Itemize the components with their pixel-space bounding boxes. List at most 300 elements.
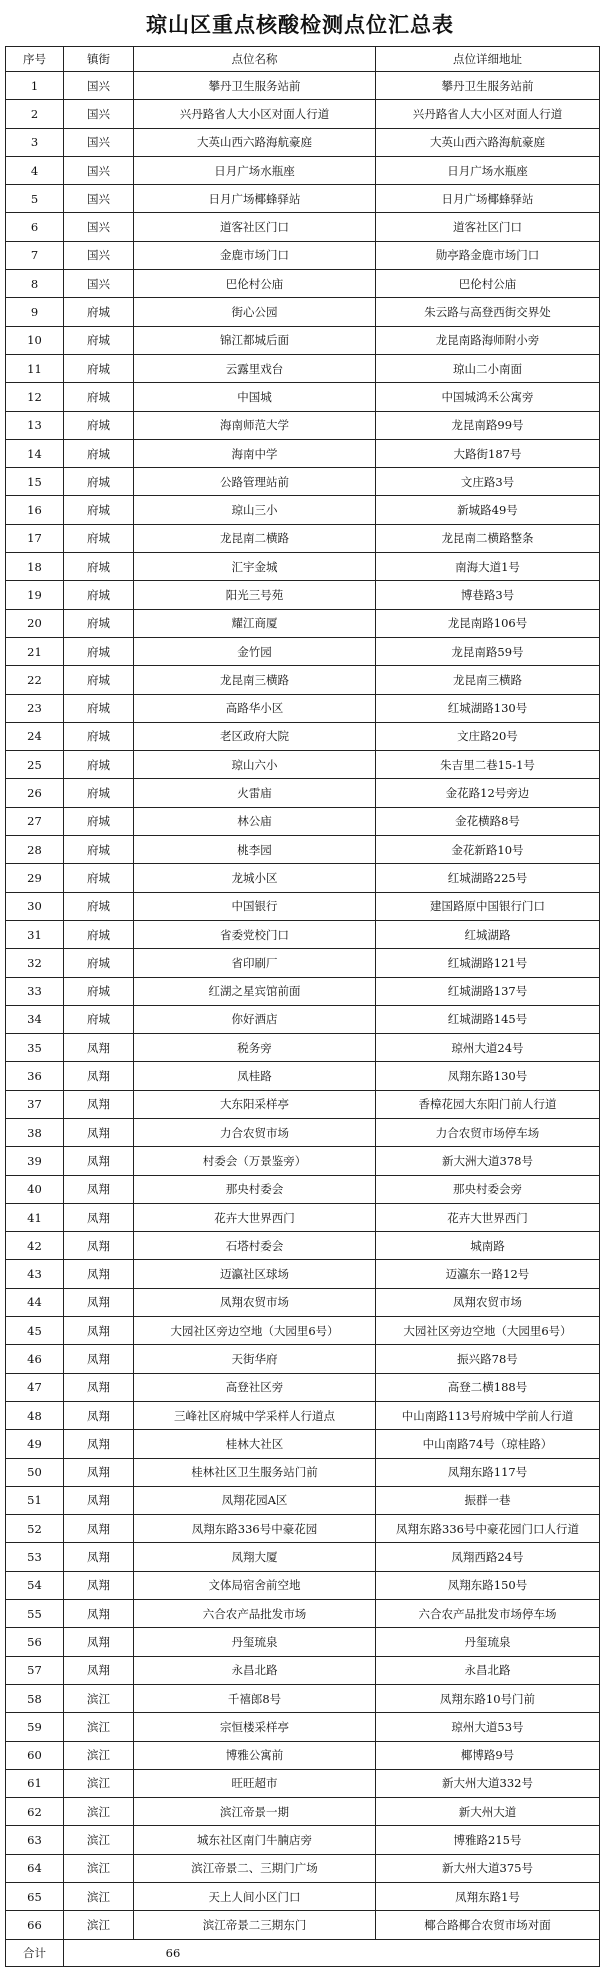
row-index: 2 [6,100,64,128]
table-row [6,609,600,637]
row-index: 47 [6,1373,64,1401]
row-site-name: 滨江帝景二三期东门 [134,1911,376,1939]
row-site-address: 中国城鸿禾公寓旁 [376,383,600,411]
row-site-address: 琼山二小南面 [376,354,600,382]
table-row [6,1684,600,1712]
table-body [6,72,600,1940]
table-row [6,1175,600,1203]
row-site-name: 龙昆南三横路 [134,666,376,694]
row-site-name: 中国银行 [134,892,376,920]
table-row [6,1288,600,1316]
row-index: 19 [6,581,64,609]
row-index: 22 [6,666,64,694]
row-street: 府城 [64,609,134,637]
row-site-address: 凤翔西路24号 [376,1543,600,1571]
row-site-address: 朱吉里二巷15-1号 [376,751,600,779]
table-row [6,1373,600,1401]
row-street: 府城 [64,496,134,524]
row-street: 府城 [64,326,134,354]
row-site-address: 勋亭路金鹿市场门口 [376,241,600,269]
row-index: 3 [6,128,64,156]
row-site-address: 兴丹路省人大小区对面人行道 [376,100,600,128]
row-site-name: 老区政府大院 [134,722,376,750]
table-row [6,1034,600,1062]
row-site-address: 凤翔东路150号 [376,1571,600,1599]
row-index: 9 [6,298,64,326]
row-index: 1 [6,72,64,100]
row-site-name: 大英山西六路海航豪庭 [134,128,376,156]
row-site-address: 红城湖路145号 [376,1005,600,1033]
row-site-name: 滨江帝景二、三期门广场 [134,1854,376,1882]
row-site-name: 日月广场椰蜂驿站 [134,185,376,213]
row-site-address: 凤翔东路117号 [376,1458,600,1486]
row-index: 14 [6,439,64,467]
row-street: 滨江 [64,1769,134,1797]
row-street: 府城 [64,836,134,864]
row-index: 62 [6,1798,64,1826]
table-row [6,920,600,948]
testing-sites-table [5,46,600,1967]
table-row [6,496,600,524]
table-row [6,185,600,213]
row-street: 国兴 [64,156,134,184]
table-header-row [6,47,600,72]
row-index: 28 [6,836,64,864]
table-row [6,1543,600,1571]
row-index: 54 [6,1571,64,1599]
row-site-name: 林公庙 [134,807,376,835]
row-street: 凤翔 [64,1600,134,1628]
row-site-address: 那央村委会旁 [376,1175,600,1203]
table-row [6,1486,600,1514]
row-site-address: 椰合路椰合农贸市场对面 [376,1911,600,1939]
row-index: 20 [6,609,64,637]
row-index: 32 [6,949,64,977]
row-site-address: 龙昆南路99号 [376,411,600,439]
row-site-name: 桂林大社区 [134,1430,376,1458]
row-street: 府城 [64,722,134,750]
row-site-address: 凤翔农贸市场 [376,1288,600,1316]
table-row [6,807,600,835]
row-street: 凤翔 [64,1317,134,1345]
row-site-name: 天街华府 [134,1345,376,1373]
row-site-name: 高路华小区 [134,694,376,722]
row-street: 滨江 [64,1798,134,1826]
row-site-name: 攀丹卫生服务站前 [134,72,376,100]
table-row [6,1713,600,1741]
row-index: 57 [6,1656,64,1684]
row-site-name: 滨江帝景一期 [134,1798,376,1826]
table-row [6,439,600,467]
table-row [6,1798,600,1826]
table-row [6,100,600,128]
table-row [6,949,600,977]
row-index: 40 [6,1175,64,1203]
row-site-name: 龙城小区 [134,864,376,892]
row-site-address: 振群一巷 [376,1486,600,1514]
row-street: 滨江 [64,1854,134,1882]
table-row [6,156,600,184]
table-row [6,326,600,354]
row-index: 25 [6,751,64,779]
row-street: 府城 [64,864,134,892]
row-site-address: 新城路49号 [376,496,600,524]
row-site-name: 火雷庙 [134,779,376,807]
row-street: 府城 [64,524,134,552]
row-site-name: 金鹿市场门口 [134,241,376,269]
row-site-address: 大园社区旁边空地（大园里6号） [376,1317,600,1345]
table-row [6,581,600,609]
row-site-name: 永昌北路 [134,1656,376,1684]
row-site-address: 凤翔东路130号 [376,1062,600,1090]
row-site-address: 红城湖路137号 [376,977,600,1005]
row-site-name: 丹玺琉泉 [134,1628,376,1656]
row-site-address: 大英山西六路海航豪庭 [376,128,600,156]
table-row [6,977,600,1005]
row-index: 33 [6,977,64,1005]
row-index: 24 [6,722,64,750]
row-street: 府城 [64,751,134,779]
total-row [6,1939,600,1966]
row-index: 41 [6,1203,64,1231]
table-row [6,1769,600,1797]
row-site-name: 六合农产品批发市场 [134,1600,376,1628]
table-row [6,1118,600,1146]
row-index: 59 [6,1713,64,1741]
table-row [6,241,600,269]
table-row [6,1571,600,1599]
row-site-address: 红城湖路 [376,920,600,948]
row-site-address: 琼州大道53号 [376,1713,600,1741]
row-street: 凤翔 [64,1288,134,1316]
row-site-name: 旺旺超市 [134,1769,376,1797]
row-index: 27 [6,807,64,835]
row-site-address: 凤翔东路10号门前 [376,1684,600,1712]
row-index: 60 [6,1741,64,1769]
row-site-name: 凤翔大厦 [134,1543,376,1571]
row-site-address: 红城湖路225号 [376,864,600,892]
row-site-address: 道客社区门口 [376,213,600,241]
row-street: 凤翔 [64,1515,134,1543]
row-site-address: 文庄路20号 [376,722,600,750]
row-site-address: 新大洲大道378号 [376,1147,600,1175]
table-row [6,1911,600,1939]
total-label: 合计 [6,1939,64,1966]
row-site-name: 凤桂路 [134,1062,376,1090]
row-street: 府城 [64,298,134,326]
header-street: 镇街 [64,47,134,72]
row-site-address: 博雅路215号 [376,1826,600,1854]
row-site-address: 丹玺琉泉 [376,1628,600,1656]
row-site-address: 新大州大道 [376,1798,600,1826]
row-street: 府城 [64,666,134,694]
row-index: 61 [6,1769,64,1797]
row-street: 凤翔 [64,1034,134,1062]
row-street: 滨江 [64,1741,134,1769]
row-site-name: 桂林社区卫生服务站门前 [134,1458,376,1486]
row-site-name: 海南师范大学 [134,411,376,439]
table-row [6,751,600,779]
row-street: 国兴 [64,270,134,298]
total-value [64,1939,600,1966]
row-index: 46 [6,1345,64,1373]
row-site-name: 三峰社区府城中学采样人行道点 [134,1401,376,1429]
table-row [6,1628,600,1656]
row-site-address: 红城湖路130号 [376,694,600,722]
row-site-address: 朱云路与高登西街交界处 [376,298,600,326]
row-street: 国兴 [64,100,134,128]
row-index: 58 [6,1684,64,1712]
row-street: 府城 [64,581,134,609]
row-site-address: 南海大道1号 [376,553,600,581]
row-index: 8 [6,270,64,298]
row-street: 府城 [64,354,134,382]
table-row [6,1090,600,1118]
row-site-address: 龙昆南二横路整条 [376,524,600,552]
table-row [6,213,600,241]
row-site-address: 金花横路8号 [376,807,600,835]
row-index: 10 [6,326,64,354]
row-index: 64 [6,1854,64,1882]
row-site-address: 高登二横188号 [376,1373,600,1401]
row-index: 30 [6,892,64,920]
row-site-name: 巴伦村公庙 [134,270,376,298]
row-street: 凤翔 [64,1062,134,1090]
row-index: 42 [6,1232,64,1260]
row-site-name: 凤翔东路336号中豪花园 [134,1515,376,1543]
row-site-address: 日月广场水瓶座 [376,156,600,184]
row-site-name: 桃李园 [134,836,376,864]
row-site-address: 新大州大道375号 [376,1854,600,1882]
row-street: 凤翔 [64,1543,134,1571]
row-street: 凤翔 [64,1175,134,1203]
table-row [6,1260,600,1288]
row-site-address: 中山南路74号（琼桂路） [376,1430,600,1458]
table-row [6,892,600,920]
row-street: 滨江 [64,1684,134,1712]
table-row [6,1826,600,1854]
table-row [6,1203,600,1231]
table-row [6,411,600,439]
row-site-name: 兴丹路省人大小区对面人行道 [134,100,376,128]
row-site-name: 龙昆南二横路 [134,524,376,552]
row-site-address: 博巷路3号 [376,581,600,609]
row-site-address: 六合农产品批发市场停车场 [376,1600,600,1628]
row-street: 滨江 [64,1826,134,1854]
table-row [6,1600,600,1628]
row-street: 滨江 [64,1911,134,1939]
row-site-name: 天上人间小区门口 [134,1883,376,1911]
row-street: 国兴 [64,213,134,241]
row-site-name: 石塔村委会 [134,1232,376,1260]
row-street: 府城 [64,920,134,948]
row-index: 56 [6,1628,64,1656]
row-site-name: 云露里戏台 [134,354,376,382]
table-row [6,128,600,156]
row-street: 凤翔 [64,1373,134,1401]
row-site-name: 阳光三号苑 [134,581,376,609]
row-index: 49 [6,1430,64,1458]
row-index: 6 [6,213,64,241]
row-index: 35 [6,1034,64,1062]
row-street: 凤翔 [64,1430,134,1458]
row-site-address: 龙昆南路海师附小旁 [376,326,600,354]
row-street: 凤翔 [64,1118,134,1146]
row-site-address: 巴伦村公庙 [376,270,600,298]
table-row [6,1854,600,1882]
table-row [6,864,600,892]
row-index: 12 [6,383,64,411]
row-site-address: 龙昆南路106号 [376,609,600,637]
row-site-name: 宗恒楼采样亭 [134,1713,376,1741]
row-site-address: 红城湖路121号 [376,949,600,977]
row-site-address: 新大州大道332号 [376,1769,600,1797]
row-index: 53 [6,1543,64,1571]
row-site-name: 博雅公寓前 [134,1741,376,1769]
row-site-address: 椰博路9号 [376,1741,600,1769]
row-street: 凤翔 [64,1232,134,1260]
row-index: 5 [6,185,64,213]
row-site-name: 花卉大世界西门 [134,1203,376,1231]
table-row [6,72,600,100]
row-site-address: 力合农贸市场停车场 [376,1118,600,1146]
row-index: 52 [6,1515,64,1543]
row-index: 44 [6,1288,64,1316]
table-row [6,1401,600,1429]
row-index: 45 [6,1317,64,1345]
row-site-name: 海南中学 [134,439,376,467]
row-street: 凤翔 [64,1090,134,1118]
row-index: 36 [6,1062,64,1090]
row-site-name: 那央村委会 [134,1175,376,1203]
row-street: 府城 [64,949,134,977]
row-street: 凤翔 [64,1147,134,1175]
row-street: 府城 [64,553,134,581]
table-row [6,694,600,722]
row-site-address: 花卉大世界西门 [376,1203,600,1231]
row-site-address: 凤翔东路336号中豪花园门口人行道 [376,1515,600,1543]
row-site-name: 迈瀛社区球场 [134,1260,376,1288]
row-site-name: 汇宇金城 [134,553,376,581]
row-site-name: 锦江都城后面 [134,326,376,354]
row-site-name: 凤翔农贸市场 [134,1288,376,1316]
row-index: 17 [6,524,64,552]
row-index: 66 [6,1911,64,1939]
table-row [6,1345,600,1373]
table-row [6,1005,600,1033]
row-site-address: 迈瀛东一路12号 [376,1260,600,1288]
row-site-name: 千禧郎8号 [134,1684,376,1712]
row-street: 府城 [64,383,134,411]
table-row [6,1515,600,1543]
row-street: 府城 [64,694,134,722]
row-street: 府城 [64,1005,134,1033]
row-street: 滨江 [64,1883,134,1911]
row-site-address: 文庄路3号 [376,468,600,496]
table-row [6,1458,600,1486]
row-street: 凤翔 [64,1401,134,1429]
row-street: 府城 [64,807,134,835]
row-index: 4 [6,156,64,184]
row-index: 18 [6,553,64,581]
row-site-name: 琼山六小 [134,751,376,779]
row-index: 50 [6,1458,64,1486]
row-street: 凤翔 [64,1203,134,1231]
header-site-name: 点位名称 [134,47,376,72]
row-index: 34 [6,1005,64,1033]
table-row [6,1741,600,1769]
row-site-address: 永昌北路 [376,1656,600,1684]
row-site-name: 中国城 [134,383,376,411]
table-row [6,666,600,694]
row-street: 凤翔 [64,1628,134,1656]
row-index: 16 [6,496,64,524]
row-street: 国兴 [64,241,134,269]
row-site-name: 高登社区旁 [134,1373,376,1401]
table-row [6,553,600,581]
table-row [6,354,600,382]
row-street: 凤翔 [64,1345,134,1373]
table-row [6,637,600,665]
row-street: 凤翔 [64,1260,134,1288]
row-site-address: 日月广场椰蜂驿站 [376,185,600,213]
row-site-address: 龙昆南三横路 [376,666,600,694]
row-site-address: 建国路原中国银行门口 [376,892,600,920]
row-site-name: 红湖之星宾馆前面 [134,977,376,1005]
row-site-name: 文体局宿舍前空地 [134,1571,376,1599]
row-index: 29 [6,864,64,892]
row-site-name: 大东阳采样亭 [134,1090,376,1118]
row-index: 21 [6,637,64,665]
table-row [6,270,600,298]
row-site-address: 振兴路78号 [376,1345,600,1373]
table-row [6,1656,600,1684]
table-row [6,524,600,552]
row-index: 51 [6,1486,64,1514]
row-site-name: 大园社区旁边空地（大园里6号） [134,1317,376,1345]
row-index: 43 [6,1260,64,1288]
row-site-name: 你好酒店 [134,1005,376,1033]
row-site-address: 香樟花园大东阳门前人行道 [376,1090,600,1118]
total-count: 66 [165,1945,181,1960]
row-site-name: 城东社区南门牛腩店旁 [134,1826,376,1854]
row-index: 65 [6,1883,64,1911]
row-site-name: 街心公园 [134,298,376,326]
row-site-address: 龙昆南路59号 [376,637,600,665]
row-site-address: 攀丹卫生服务站前 [376,72,600,100]
table-row [6,779,600,807]
row-index: 11 [6,354,64,382]
row-site-name: 凤翔花园A区 [134,1486,376,1514]
table-row [6,1232,600,1260]
table-row [6,298,600,326]
row-site-name: 耀江商厦 [134,609,376,637]
table-row [6,722,600,750]
row-site-name: 道客社区门口 [134,213,376,241]
row-street: 凤翔 [64,1486,134,1514]
table-row [6,1062,600,1090]
row-street: 府城 [64,439,134,467]
row-index: 31 [6,920,64,948]
row-site-address: 凤翔东路1号 [376,1883,600,1911]
row-index: 37 [6,1090,64,1118]
row-street: 滨江 [64,1713,134,1741]
row-street: 府城 [64,411,134,439]
table-row [6,1147,600,1175]
row-site-address: 城南路 [376,1232,600,1260]
row-index: 48 [6,1401,64,1429]
row-street: 国兴 [64,185,134,213]
